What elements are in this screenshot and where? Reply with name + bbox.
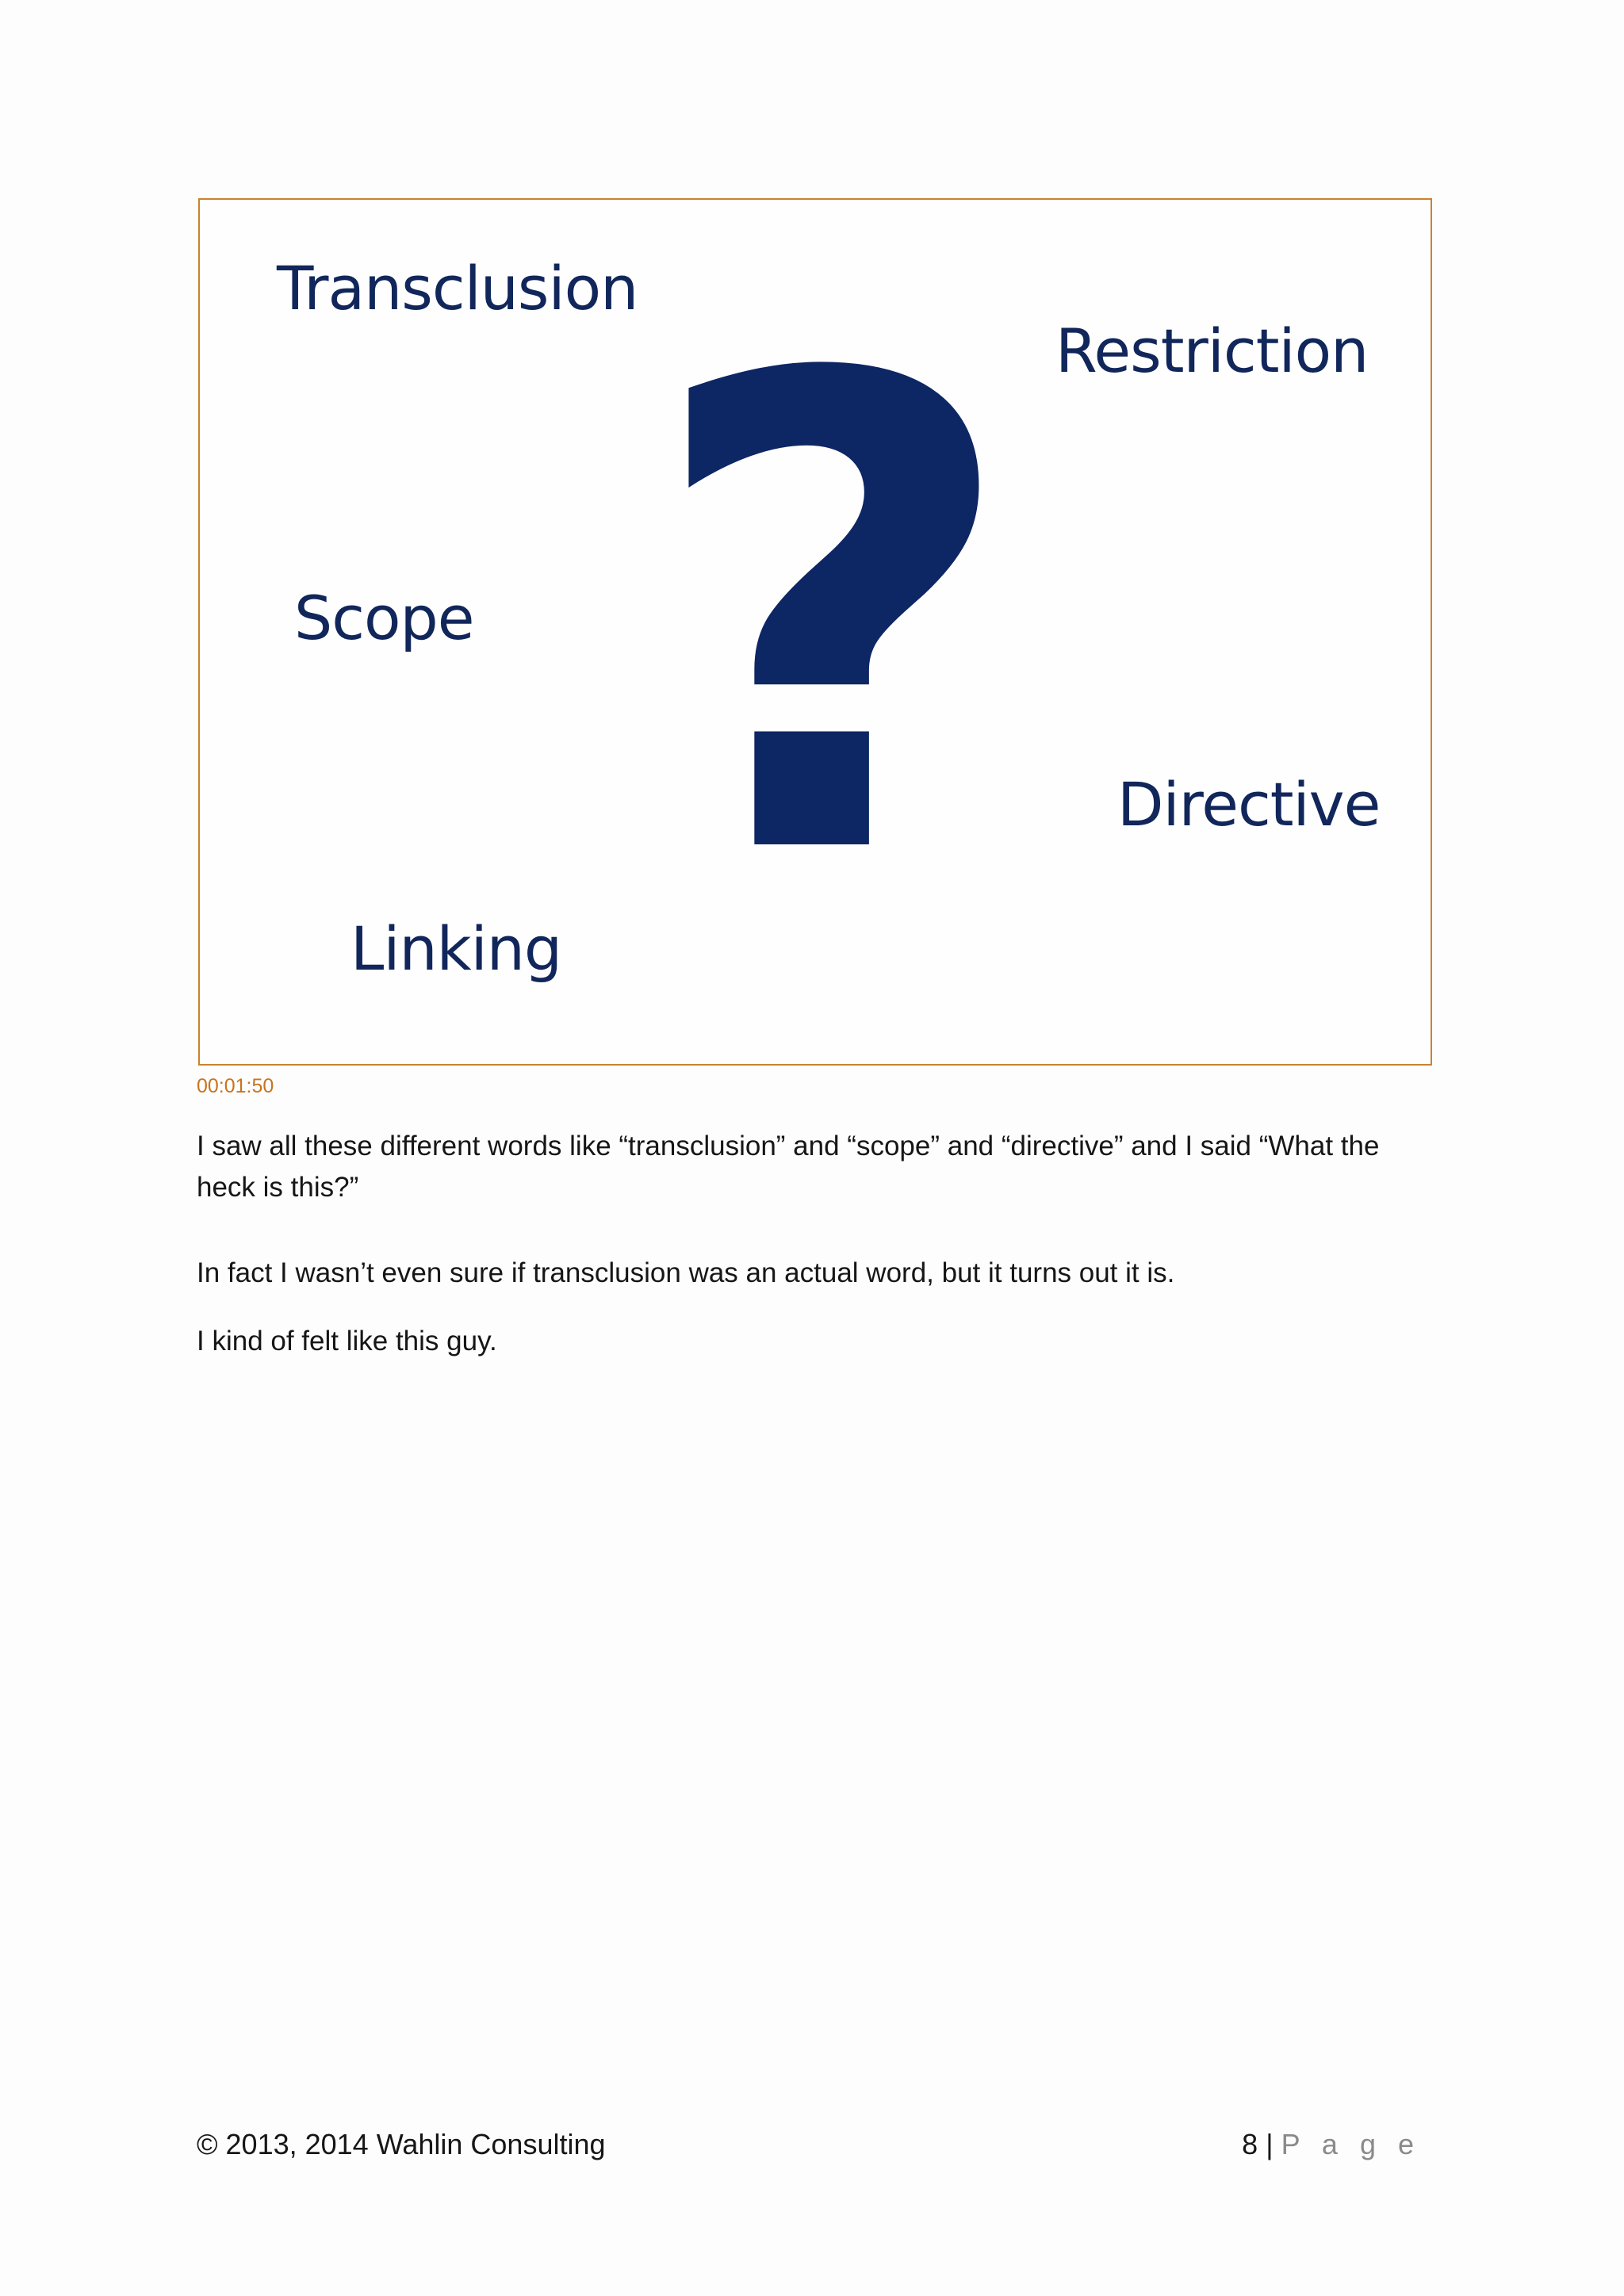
slide-word-restriction: Restriction bbox=[1055, 316, 1369, 386]
question-mark-graphic: ? bbox=[644, 242, 1021, 998]
page-number: 8 bbox=[1242, 2128, 1258, 2160]
slide-word-transclusion: Transclusion bbox=[277, 253, 638, 323]
footer-page-indicator bbox=[1242, 2128, 1421, 2161]
paragraph-3: I kind of felt like this guy. bbox=[197, 1326, 497, 1357]
slide-word-scope: Scope bbox=[294, 583, 474, 653]
page-separator: | bbox=[1266, 2128, 1274, 2160]
page-label: P a g e bbox=[1281, 2128, 1421, 2160]
slide-word-linking: Linking bbox=[350, 913, 562, 984]
slide-image bbox=[198, 198, 1432, 1066]
video-timestamp: 00:01:50 bbox=[197, 1075, 274, 1097]
paragraph-1: I saw all these different words like “transclusion” and “scope” and “directive” and I said “What the heck is this?” bbox=[197, 1131, 1380, 1203]
footer-copyright: © 2013, 2014 Wahlin Consulting bbox=[197, 2128, 606, 2160]
slide-word-directive: Directive bbox=[1117, 769, 1381, 840]
paragraph-2: In fact I wasn’t even sure if transclusion was an actual word, but it turns out it is. bbox=[197, 1257, 1175, 1288]
